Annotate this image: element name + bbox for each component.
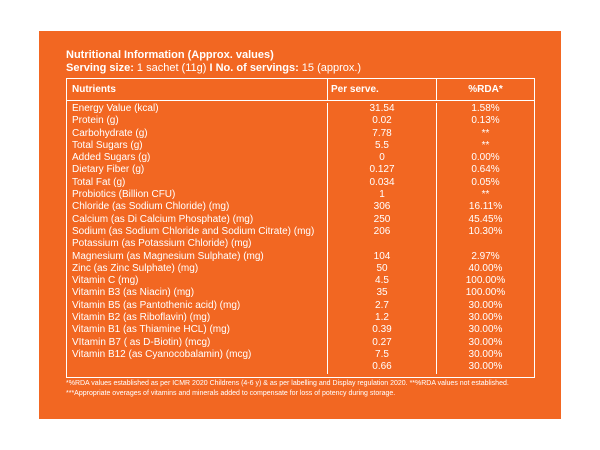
nutrient-column <box>67 103 328 374</box>
rda-value: 30.00% <box>468 336 503 348</box>
per-serve-value: 2.7 <box>375 299 389 311</box>
rda-value: 2.97% <box>471 250 500 262</box>
nutrient-name: Total Fat (g) <box>72 176 126 188</box>
per-serve-value: 1 <box>379 189 385 201</box>
nutrient-name: Carbohydrate (g) <box>72 127 148 139</box>
rda-value: 30.00% <box>468 299 503 311</box>
nutrient-name: Magnesium (as Magnesium Sulphate) (mg) <box>72 250 264 262</box>
nutrient-name: Vitamin B12 (as Cyanocobalamin) (mcg) <box>72 348 252 360</box>
rda-value: 0.13% <box>471 115 500 127</box>
table-body <box>67 101 534 377</box>
per-serve-column <box>328 103 437 374</box>
per-serve-value: 104 <box>373 250 391 262</box>
nutrient-name: Potassium (as Potassium Chloride) (mg) <box>72 238 252 250</box>
serving-separator: I <box>209 62 213 74</box>
rda-value: 10.30% <box>468 225 503 237</box>
nutrient-name: Probiotics (Billion CFU) <box>72 189 176 201</box>
nutrient-name: Protein (g) <box>72 115 119 127</box>
rda-value: 0.00% <box>471 152 500 164</box>
nutrient-name: Energy Value (kcal) <box>72 103 159 114</box>
nutrient-name: Total Sugars (g) <box>72 139 143 151</box>
rda-value: 30.00% <box>468 348 503 360</box>
per-serve-value: 0.39 <box>372 324 392 336</box>
nutrient-name: Calcium (as Di Calcium Phosphate) (mg) <box>72 213 254 225</box>
nutrient-name: Vitamin B2 (as Riboflavin) (mg) <box>72 312 211 324</box>
nutrient-name: Zinc (as Zinc Sulphate) (mg) <box>72 262 199 274</box>
nutrient-name: Sodium (as Sodium Chloride and Sodium Citrate) (mg) <box>72 225 315 237</box>
row-spacer <box>437 238 534 250</box>
per-serve-value: 250 <box>373 213 391 225</box>
nutrition-panel <box>39 31 561 419</box>
servings-value: 15 (approx.) <box>298 62 362 74</box>
per-serve-value: 0 <box>379 152 385 164</box>
nutrition-table <box>66 78 535 378</box>
header-nutrients: Nutrients <box>67 79 328 100</box>
per-serve-value: 35 <box>376 287 388 299</box>
nutrient-name: VItamin B7 ( as D-Biotin) (mcg) <box>72 336 211 348</box>
rda-value: 0.05% <box>471 176 500 188</box>
per-serve-value: 0.127 <box>369 164 395 176</box>
header-per-serve: Per serve. <box>328 79 437 100</box>
per-serve-value: 4.5 <box>375 275 389 287</box>
table-header <box>67 79 534 101</box>
header-rda: %RDA* <box>468 84 503 95</box>
nutrient-name: Vitamin C (mg) <box>72 275 139 287</box>
per-serve-value: 1.2 <box>375 312 389 324</box>
rda-value: 30.00% <box>468 324 503 336</box>
row-spacer <box>328 238 436 250</box>
rda-value: 100.00% <box>465 287 506 299</box>
per-serve-value: 306 <box>373 201 391 213</box>
nutrient-name: Vitamin B3 (as Niacin) (mg) <box>72 287 195 299</box>
rda-value: 30.00% <box>468 312 503 324</box>
rda-value: ** <box>481 139 490 151</box>
rda-value: 0.64% <box>471 164 500 176</box>
rda-value: 40.00% <box>468 262 503 274</box>
per-serve-value: 7.5 <box>375 348 389 360</box>
rda-value: 16.11% <box>468 201 503 213</box>
nutrition-heading <box>66 49 361 75</box>
rda-value: 1.58% <box>471 103 500 114</box>
nutrient-name: Vitamin B5 (as Pantothenic acid) (mg) <box>72 299 241 311</box>
per-serve-value: 0.66 <box>372 361 392 373</box>
nutrient-name: Dietary Fiber (g) <box>72 164 145 176</box>
rda-value: 45.45% <box>468 213 503 225</box>
rda-column <box>437 103 534 374</box>
servings-label: No. of servings: <box>212 62 299 74</box>
nutrient-name: Vitamin B1 (as Thiamine HCL) (mg) <box>72 324 231 336</box>
serving-size-label: Serving size: <box>66 62 134 74</box>
per-serve-value: 50 <box>376 262 388 274</box>
nutrient-name: Added Sugars (g) <box>72 152 151 164</box>
nutrition-title: Nutritional Information (Approx. values) <box>66 49 274 61</box>
footnote: *%RDA values established as per ICMR 2020 Childrens (4-6 y) & as per labelling and Display regulation 2020. **%RDA values not established. ***Appropriate overages of vitamins and minerals added to compensate for loss of potency during storage. <box>66 380 509 397</box>
per-serve-value: 0.02 <box>372 115 392 127</box>
serving-info <box>66 62 361 75</box>
rda-value: ** <box>481 127 490 139</box>
rda-value: 100.00% <box>465 275 506 287</box>
serving-size-value: 1 sachet (11g) <box>133 62 210 74</box>
rda-value: 30.00% <box>468 361 503 373</box>
per-serve-value: 206 <box>373 225 391 237</box>
per-serve-value: 31.54 <box>369 103 395 114</box>
nutrient-name: Chloride (as Sodium Chloride) (mg) <box>72 201 230 213</box>
per-serve-value: 0.034 <box>369 176 395 188</box>
per-serve-value: 5.5 <box>375 139 389 151</box>
rda-value: ** <box>481 189 490 201</box>
per-serve-value: 7.78 <box>372 127 392 139</box>
per-serve-value: 0.27 <box>372 336 392 348</box>
